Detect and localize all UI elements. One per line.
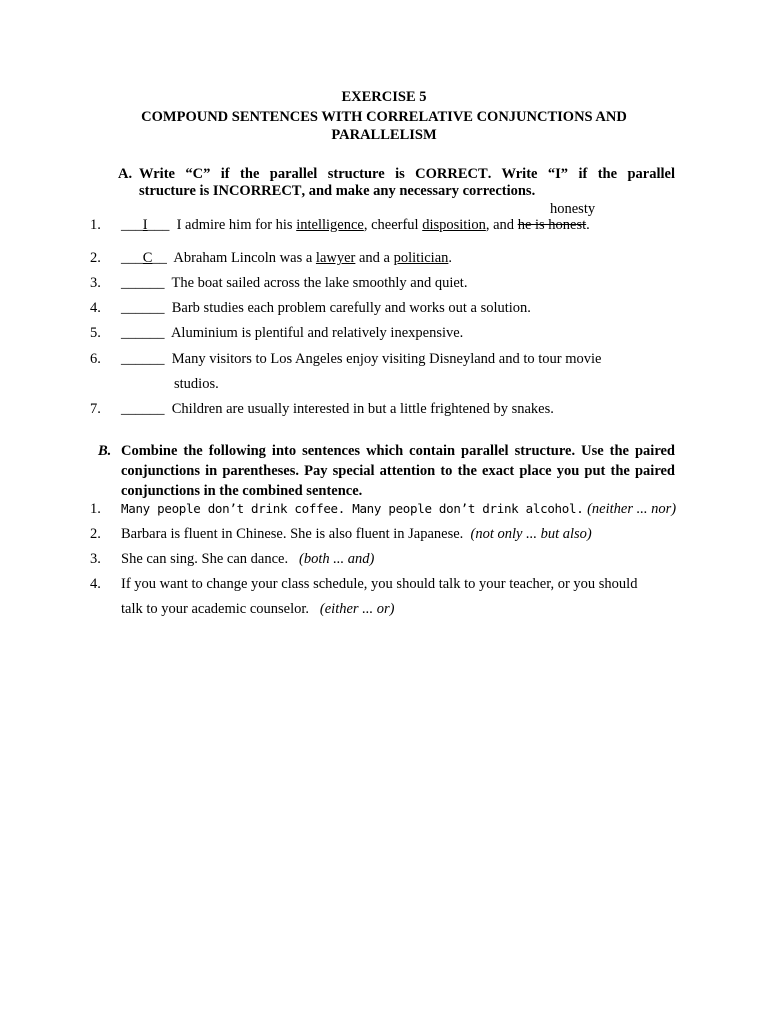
answer-blank[interactable]: ______	[121, 300, 165, 316]
answer-blank[interactable]: ______	[121, 325, 165, 341]
item-number: 4.	[90, 576, 101, 592]
section-a-letter: A.	[118, 166, 133, 182]
section-a-instructions-line2: structure is INCORRECT, and make any necessary corrections.	[139, 183, 536, 199]
answer-blank[interactable]: ______	[121, 275, 165, 291]
item-number: 4.	[90, 300, 101, 316]
struck-text: he is honest	[517, 217, 587, 233]
list-item: ___C__ Abraham Lincoln was a lawyer and a politician.	[121, 250, 453, 266]
list-item: ______ Aluminium is plentiful and relatively inexpensive.	[121, 325, 464, 341]
exercise-title: EXERCISE 5	[341, 89, 427, 105]
item-number: 6.	[90, 351, 101, 367]
hint: (neither ... nor)	[587, 501, 677, 517]
hint: (either ... or)	[319, 601, 395, 617]
item-number: 1.	[90, 217, 101, 233]
list-item: ______ Children are usually interested in but a little frightened by snakes.	[121, 401, 554, 417]
section-b-letter: B.	[98, 443, 112, 459]
list-item: ______ The boat sailed across the lake smoothly and quiet.	[121, 275, 468, 291]
list-item: Barbara is fluent in Chinese. She is also fluent in Japanese. (not only ... but also)	[121, 526, 592, 542]
section-a-instructions-line1: Write “C” if the parallel structure is CORRECT. Write “I” if the parallel	[139, 166, 675, 182]
list-item: If you want to change your class schedule, you should talk to your teacher, or you should	[121, 576, 638, 592]
item-number: 1.	[90, 501, 101, 517]
item-number: 7.	[90, 401, 101, 417]
answer-blank[interactable]: ______	[121, 351, 165, 367]
item-number: 3.	[90, 551, 101, 567]
list-item: ______ Barb studies each problem carefully and works out a solution.	[121, 300, 531, 316]
answer-blank[interactable]: C	[142, 250, 153, 266]
item-number: 5.	[90, 325, 101, 341]
list-item: She can sing. She can dance. (both ... and)	[121, 551, 375, 567]
answer-blank[interactable]: ______	[121, 401, 165, 417]
correction-note: honesty	[550, 201, 596, 217]
section-b-instructions: Combine the following into sentences which contain parallel structure. Use the paired conjunctions in parentheses. Pay special attention to the exact place you put the paired conjunctions in the combined sentence.	[121, 443, 675, 499]
hint: (not only ... but also)	[470, 526, 592, 542]
answer-blank[interactable]: I	[142, 217, 148, 233]
list-item-continuation: talk to your academic counselor. (either ... or)	[121, 601, 395, 617]
list-item: Many people don’t drink coffee. Many people don’t drink alcohol. (neither ... nor)	[121, 501, 677, 517]
exercise-subtitle-cont: PARALLELISM	[331, 127, 437, 143]
list-item: ______ Many visitors to Los Angeles enjoy visiting Disneyland and to tour movie	[121, 351, 602, 367]
exercise-subtitle: COMPOUND SENTENCES WITH CORRELATIVE CONJUNCTIONS AND	[141, 109, 627, 125]
item-number: 2.	[90, 526, 101, 542]
item-number: 2.	[90, 250, 101, 266]
item-number: 3.	[90, 275, 101, 291]
list-item: ___I___ I admire him for his intelligence, cheerful disposition, and he is honest.	[121, 217, 590, 233]
list-item-continuation: studios.	[174, 376, 219, 392]
hint: (both ... and)	[298, 551, 375, 567]
